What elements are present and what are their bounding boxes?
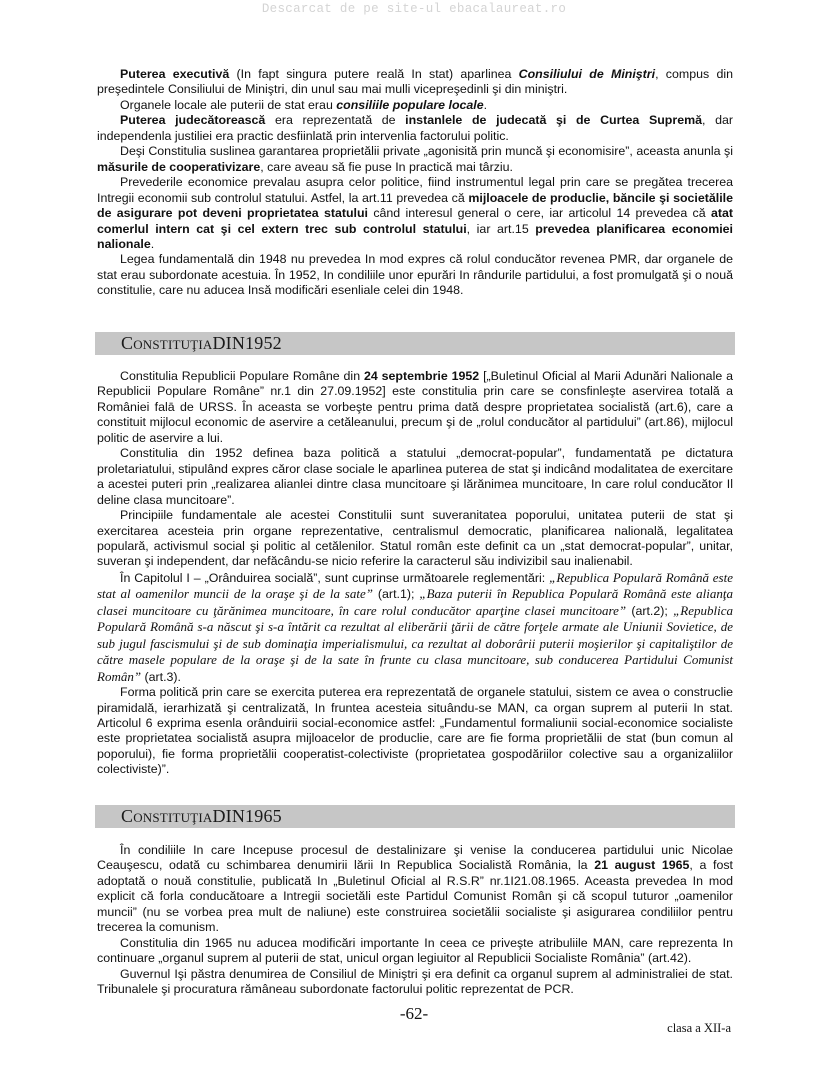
- emphasized-text: „Republica Populară Română este stat al oamenilor muncii de la oraşe şi de la sate”: [97, 569, 733, 602]
- text-run: (art.2);: [626, 603, 674, 618]
- section-title: ConstituţiaDIN1965: [121, 806, 282, 826]
- text-run: Guvernul Işi păstra denumirea de Consiliul de Miniştri şi era definit ca organul suprem al administraliei de stat. Tribunalele şi procuratura rămâneau subordonate factorului politic reprezentat de PCR.: [97, 966, 733, 997]
- emphasized-text: 24 septembrie 1952: [363, 369, 480, 383]
- text-run: Principiile fundamentale ale acestei Constitulii sunt suveranitatea poporului, unitatea puterii de stat şi exercitarea acesteia prin organe reprezentative, centralismul democratic, planificarea nalională, legalitatea populară, activismul social şi politic al cetălenilor. Statul român este definit ca un „stat democrat-popular”, unitar, suveran şi independent, dar nefăcându-se nicio referire la caracterul său indivizibil sau inalienabil.: [97, 508, 733, 569]
- text-run: [„Buletinul Oficial al Marii Adunări Nalionale a Republicii Populare Române” nr.1 din 27.09.1952] este constitulia prin care se consfinleşte aservirea totală a României falā de URSS. În aceasta se vorbeşte pentru prima dată despre proprietatea socialistă (art.6), care a constituit mijlocul economic de aservire a cetăleanului, precum şi de „rolul conducător al partidului” (art.86), mijlocul politic de aservire a lui.: [97, 369, 733, 445]
- text-run: (art.3).: [141, 669, 181, 684]
- emphasized-text: Puterea executivă: [120, 67, 230, 81]
- emphasized-text: „Baza puterii în Republica Populară Română este alianţa clasei muncitoare cu ţărănimea muncitoare, în care rolul conducător aparţine clasei muncitoare”: [97, 586, 733, 618]
- text-run: (art.1);: [372, 587, 420, 602]
- text-run: Constitulia din 1952 definea baza politică a statului „democrat-popular”, fundamentată pe dictatura proletariatului, stipulând expres căror clase sociale le aparlinea puterea de stat şi indicând modalitatea de exercitare a acestei puteri prin „realizarea alianlei dintre clasa muncitoare şi lărănimea muncitoare, In care rolul conducător Il deline clasa muncitoare”.: [97, 446, 733, 507]
- watermark: Descarcat de pe site-ul ebacalaureat.ro: [261, 2, 567, 16]
- text-run: , iar art.15: [466, 221, 536, 236]
- paragraph: [97, 67, 733, 98]
- emphasized-text: instanlele de judecată şi de Curtea Supremă: [405, 113, 702, 128]
- emphasized-text: 21 august 1965: [594, 858, 690, 873]
- text-run: , care aveau să fie puse In practică mai târziu.: [260, 159, 513, 174]
- paragraph: [97, 252, 733, 298]
- text-run: Prevederile economice prevalau asupra celor politice, fiind instrumentul legal prin care se pregătea trecerea Intregii economii sub controlul statului. Astfel, la art.11 prevedea că: [97, 175, 733, 205]
- text-run: , a fost adoptată o nouă constitulie, publicată In „Buletinul Oficial al R.S.R” nr.1I21.08.1965. Aceasta prevedea In mod explicit că forla conducătoare a Intregii societăli este Partidul Comunist Român şi că scopul tuturor „oamenilor muncii” (nu se vorbea prea mult de naliune) este construirea societălii socialiste şi asigurarea condiliilor pentru trecerea la comunism.: [97, 858, 733, 935]
- paragraph: [97, 144, 733, 175]
- text-run: În Capitolul I – „Orânduirea socială”, sunt cuprinse următoarele reglementări:: [120, 570, 550, 585]
- section-header-1965: [95, 805, 735, 828]
- emphasized-text: măsurile de cooperativizare: [97, 159, 261, 174]
- text-run: Forma politică prin care se exercita puterea era reprezentată de organele statului, sistem ce avea o construclie piramidală, ierarhizată şi centralizată, In fruntea acesteia situându-se MAN, ca organ suprem al puterii In stat. Articolul 6 exprima esenla orânduirii social-economice astfel: „Fundamentul formaliunii social-economice socialiste este proprietatea socialistă asupra mijloacelor de produclie, care are fie forma proprietălii de stat (bun comun al poporului), fie forma proprietălii cooperatist-colectiviste (proprietatea gospodăriilor colective sau a organizaliilor colectiviste)”.: [97, 685, 733, 777]
- text-run: Organele locale ale puterii de stat erau: [120, 97, 337, 112]
- text-run: era reprezentată de: [265, 113, 406, 128]
- paragraph: [97, 936, 733, 967]
- text-run: Legea fundamentală din 1948 nu prevedea In mod expres că rolul conducător revenea PMR, dar organele de stat erau subordonate acestuia. În 1952, In condiliile unor epurări In rândurile partidului, a fost promulgată şi o nouă constitulie, care nu aducea Insă modificări esenliale celei din 1948.: [97, 252, 733, 298]
- emphasized-text: „Republica Populară Română s-a născut şi s-a întărit ca rezultat al eliberării ţării de către forţele armate ale Uniunii Sovietice, de sub jugul fascismului şi de sub dominaţia imperialismului, ca rezultat al doborârii puterii moşierilor şi capitaliştilor de către masele populare de la oraşe şi de la sate în frunte cu clasa muncitoare, sub conducerea Partidului Comunist Român”: [97, 602, 733, 684]
- paragraph: [97, 113, 733, 144]
- emphasized-text: atat comerlul intern cat şi cel extern trec sub controlul statului: [97, 206, 733, 236]
- text-run: , dar independenla justiliei era practic desfiinlată prin intervenlia factorului politic.: [97, 113, 733, 143]
- text-run: când interesul general o cere, iar articolul 14 prevedea că: [368, 206, 711, 221]
- page-number: -62-: [399, 1004, 429, 1023]
- paragraph: [97, 570, 733, 685]
- intro-text-block: [97, 67, 733, 299]
- emphasized-text: mijloacele de produclie, băncile şi societălile de asigurare pot deveni proprietatea statului: [97, 190, 733, 221]
- class-label: clasa a XII-a: [667, 1021, 731, 1035]
- paragraph: [97, 446, 733, 508]
- text-run: Constitulia Republicii Populare Române din: [120, 369, 364, 383]
- section-1965-text: [97, 843, 733, 998]
- text-run: Deşi Constitulia suslinea garantarea proprietălii private „agonisită prin muncă şi economisire”, aceasta anunla şi: [120, 144, 733, 159]
- text-run: În condiliile In care Incepuse procesul de destalinizare şi venise la conducerea partidului unic Nicolae Ceauşescu, odată cu schimbarea denumirii lării In Republica Socialistă România, la: [97, 843, 733, 873]
- paragraph: [97, 369, 733, 446]
- text-run: .: [483, 97, 488, 112]
- text-run: (In fapt singura putere reală In stat) aparlinea: [229, 67, 519, 81]
- section-title: ConstituţiaDIN1952: [121, 333, 282, 353]
- paragraph: [97, 508, 733, 570]
- text-run: , compus din preşedintele Consiliului de Miniştri, din unul sau mai mulli vicepreşedinli şi din miniştri.: [97, 67, 734, 97]
- paragraph: [97, 967, 733, 998]
- emphasized-text: consiliile populare locale: [336, 97, 484, 112]
- section-1952-text: [97, 369, 733, 778]
- emphasized-text: Consiliului de Miniştri: [518, 67, 656, 81]
- paragraph: [97, 843, 733, 936]
- paragraph: [97, 685, 733, 778]
- section-header-1952: [95, 332, 735, 355]
- emphasized-text: prevedea planificarea economiei nalionale: [97, 221, 733, 251]
- text-run: Constitulia din 1965 nu aducea modificări importante In ceea ce priveşte atribuliile MAN, care reprezenta In continuare „organul suprem al puterii de stat, unicul organ legiuitor al Republicii Socialiste România” (art.42).: [97, 935, 733, 966]
- emphasized-text: Puterea judecătorească: [120, 113, 266, 128]
- text-run: .: [150, 236, 155, 251]
- paragraph: [97, 98, 733, 113]
- paragraph: [97, 175, 733, 252]
